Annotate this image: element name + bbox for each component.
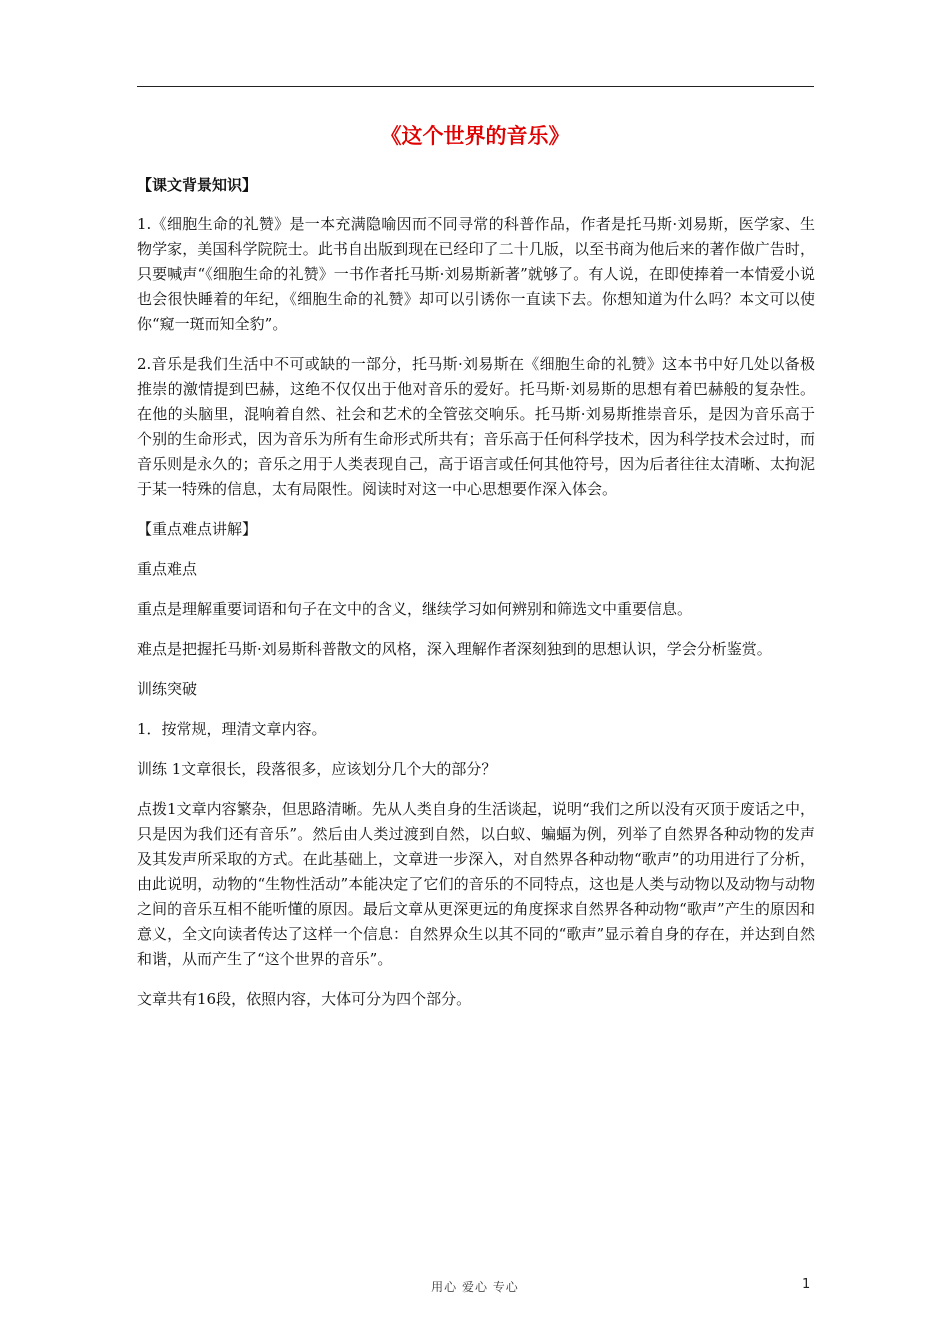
difficulty-paragraph: 难点是把握托马斯·刘易斯科普散文的风格，深入理解作者深刻独到的思想认识，学会分析鉴赏。 <box>137 640 772 658</box>
document-title: 《这个世界的音乐》 <box>380 124 570 148</box>
footer-slogan: 用心 爱心 专心 <box>431 1280 519 1294</box>
training-question-1: 训练 1文章很长，段落很多，应该划分几个大的部分？ <box>137 760 497 778</box>
hint-paragraph-1: 点拨1文章内容繁杂，但思路清晰。先从人类自身的生活谈起，说明“我们之所以没有灭顶于废话之中，只是因为我们还有音乐”。然后由人类过渡到自然，以白蚁、蝙蝠为例，列举了自然界各种动物的发声及其发声所采取的方式。在此基础上，文章进一步深入，对自然界各种动物“歌声”的功用进行了分析，由此说明，动物的“生物性活动”本能决定了它们的音乐的不同特点，这也是人类与动物以及动物与动物之间的音乐互相不能听懂的原因。最后文章从更深更远的角度探求自然界各种动物“歌声”产生的原因和意义，全文向读者传达了这样一个信息：自然界众生以其不同的“歌声”显示着自身的存在，并达到自然和谐，从而产生了“这个世界的音乐”。 <box>137 800 815 968</box>
subheading-key-difficulties: 重点难点 <box>137 560 198 578</box>
page-number: 1 <box>802 1277 811 1292</box>
section-heading-background: 【课文背景知识】 <box>137 176 258 194</box>
background-paragraph-2: 2.音乐是我们生活中不可或缺的一部分，托马斯·刘易斯在《细胞生命的礼赞》这本书中好几处以备极推崇的激情提到巴赫，这绝不仅仅出于他对音乐的爱好。托马斯·刘易斯的思想有着巴赫般的复杂性。在他的头脑里，混响着自然、社会和艺术的全管弦交响乐。托马斯·刘易斯推崇音乐，是因为音乐高于个别的生命形式，因为音乐为所有生命形式所共有；音乐高于任何科学技术，因为科学技术会过时，而音乐则是永久的；音乐之用于人类表现自己，高于语言或任何其他符号，因为后者往往太清晰、太拘泥于某一特殊的信息，太有局限性。阅读时对这一中心思想要作深入体会。 <box>137 355 815 498</box>
key-point-paragraph: 重点是理解重要词语和句子在文中的含义，继续学习如何辨别和筛选文中重要信息。 <box>137 600 693 618</box>
document-body <box>137 170 815 1027</box>
subheading-training: 训练突破 <box>137 680 198 698</box>
section-heading-key-points: 【重点难点讲解】 <box>137 520 258 538</box>
header-rule <box>137 86 814 87</box>
structure-paragraph: 文章共有16段，依照内容，大体可分为四个部分。 <box>137 990 472 1008</box>
training-item-1: 1．按常规，理清文章内容。 <box>137 720 327 738</box>
background-paragraph-1: 1.《细胞生命的礼赞》是一本充满隐喻因而不同寻常的科普作品，作者是托马斯·刘易斯，医学家、生物学家，美国科学院院士。此书自出版到现在已经印了二十几版，以至书商为他后来的著作做广告时，只要喊声“《细胞生命的礼赞》一书作者托马斯·刘易斯新著”就够了。有人说，在即使捧着一本情爱小说也会很快睡着的年纪，《细胞生命的礼赞》却可以引诱你一直读下去。你想知道为什么吗？本文可以使你“窥一斑而知全豹”。 <box>137 215 815 333</box>
